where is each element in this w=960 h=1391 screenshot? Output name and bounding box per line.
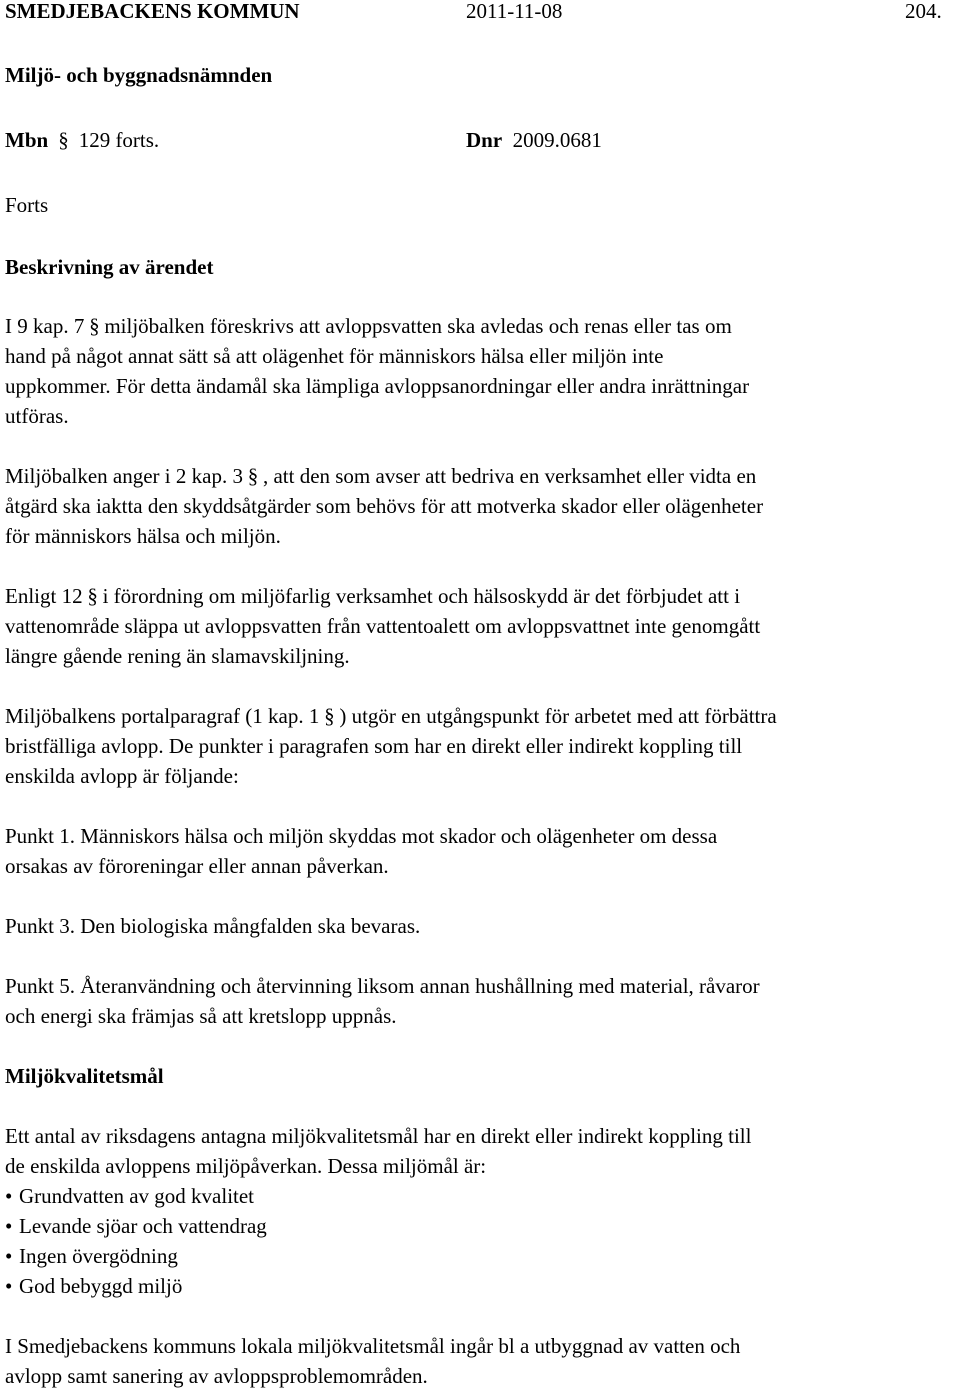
paragraph-line: de enskilda avloppens miljöpåverkan. Dessa miljömål är: [5,1154,487,1178]
section-label: Mbn [5,128,49,152]
paragraph-line: Ett antal av riksdagens antagna miljökvalitetsmål har en direkt eller indirekt koppling till [5,1124,752,1148]
paragraph-line: Miljöbalkens portalparagraf (1 kap. 1 § ) utgör en utgångspunkt för arbetet med att förbättra [5,701,777,731]
bullet-icon: • [5,1244,13,1268]
paragraph-line: uppkommer. För detta ändamål ska lämpliga avloppsanordningar eller andra inrättningar [5,374,750,398]
point-line: Punkt 1. Människors hälsa och miljön skyddas mot skador och olägenheter om dessa [5,824,718,848]
paragraph-line: längre gående rening än slamavskiljning. [5,644,350,668]
forts-label: Forts [5,193,49,217]
meeting-date: 2011-11-08 [466,0,563,23]
list-item: • Grundvatten av god kvalitet [5,1181,254,1211]
paragraph-line: Enligt 12 § i förordning om miljöfarlig verksamhet och hälsoskydd är det förbjudet att i [5,581,740,611]
section-heading: Beskrivning av ärendet [5,255,214,279]
paragraph-line: Miljöbalken anger i 2 kap. 3 § , att den som avser att bedriva en verksamhet eller vidta en [5,461,756,491]
committee-name: Miljö- och byggnadsnämnden [5,63,273,87]
point-line: orsakas av föroreningar eller annan påverkan. [5,854,389,878]
paragraph-line: enskilda avlopp är följande: [5,764,239,788]
bullet-icon: • [5,1184,13,1208]
list-item: • Levande sjöar och vattendrag [5,1211,267,1241]
paragraph-icon: § [89,314,100,338]
paragraph-icon: § [87,584,98,608]
bullet-icon: • [5,1274,13,1298]
list-item: • God bebyggd miljö [5,1271,182,1301]
paragraph-icon: § [247,464,259,488]
paragraph-line: bristfälliga avlopp. De punkter i paragrafen som har en direkt eller indirekt koppling till [5,734,743,758]
paragraph-line: I Smedjebackens kommuns lokala miljökvalitetsmål ingår bl a utbyggnad av vatten och [5,1334,741,1358]
dnr-value: 2009.0681 [512,128,602,152]
section-reference [5,125,159,155]
paragraph-icon: § [58,128,69,152]
paragraph-line: hand på något annat sätt så att olägenhet för människors hälsa eller miljön inte [5,344,664,368]
point-line: Punkt 3. Den biologiska mångfalden ska bevaras. [5,914,421,938]
case-number [466,125,602,155]
point-line: och energi ska främjas så att kretslopp uppnås. [5,1004,397,1028]
paragraph-line: utföras. [5,404,69,428]
dnr-label: Dnr [466,128,503,152]
paragraph-icon: § [324,704,335,728]
org-name: SMEDJEBACKENS KOMMUN [5,0,300,23]
paragraph-line: avlopp samt sanering av avloppsproblemområden. [5,1364,428,1388]
list-item: • Ingen övergödning [5,1241,178,1271]
section-heading: Miljökvalitetsmål [5,1064,164,1088]
paragraph-line: I 9 kap. 7 § miljöbalken föreskrivs att avloppsvatten ska avledas och renas eller tas om [5,311,732,341]
point-line: Punkt 5. Återanvändning och återvinning liksom annan hushållning med material, råvaror [5,974,760,998]
section-number: 129 forts. [78,128,160,152]
paragraph-line: vattenområde släppa ut avloppsvatten från vattentoalett om avloppsvattnet inte genomgått [5,614,761,638]
paragraph-line: åtgärd ska iaktta den skyddsåtgärder som behövs för att motverka skador eller olägenheter [5,494,764,518]
paragraph-line: för människors hälsa och miljön. [5,524,281,548]
bullet-icon: • [5,1214,13,1238]
page-number: 204. [905,0,942,23]
